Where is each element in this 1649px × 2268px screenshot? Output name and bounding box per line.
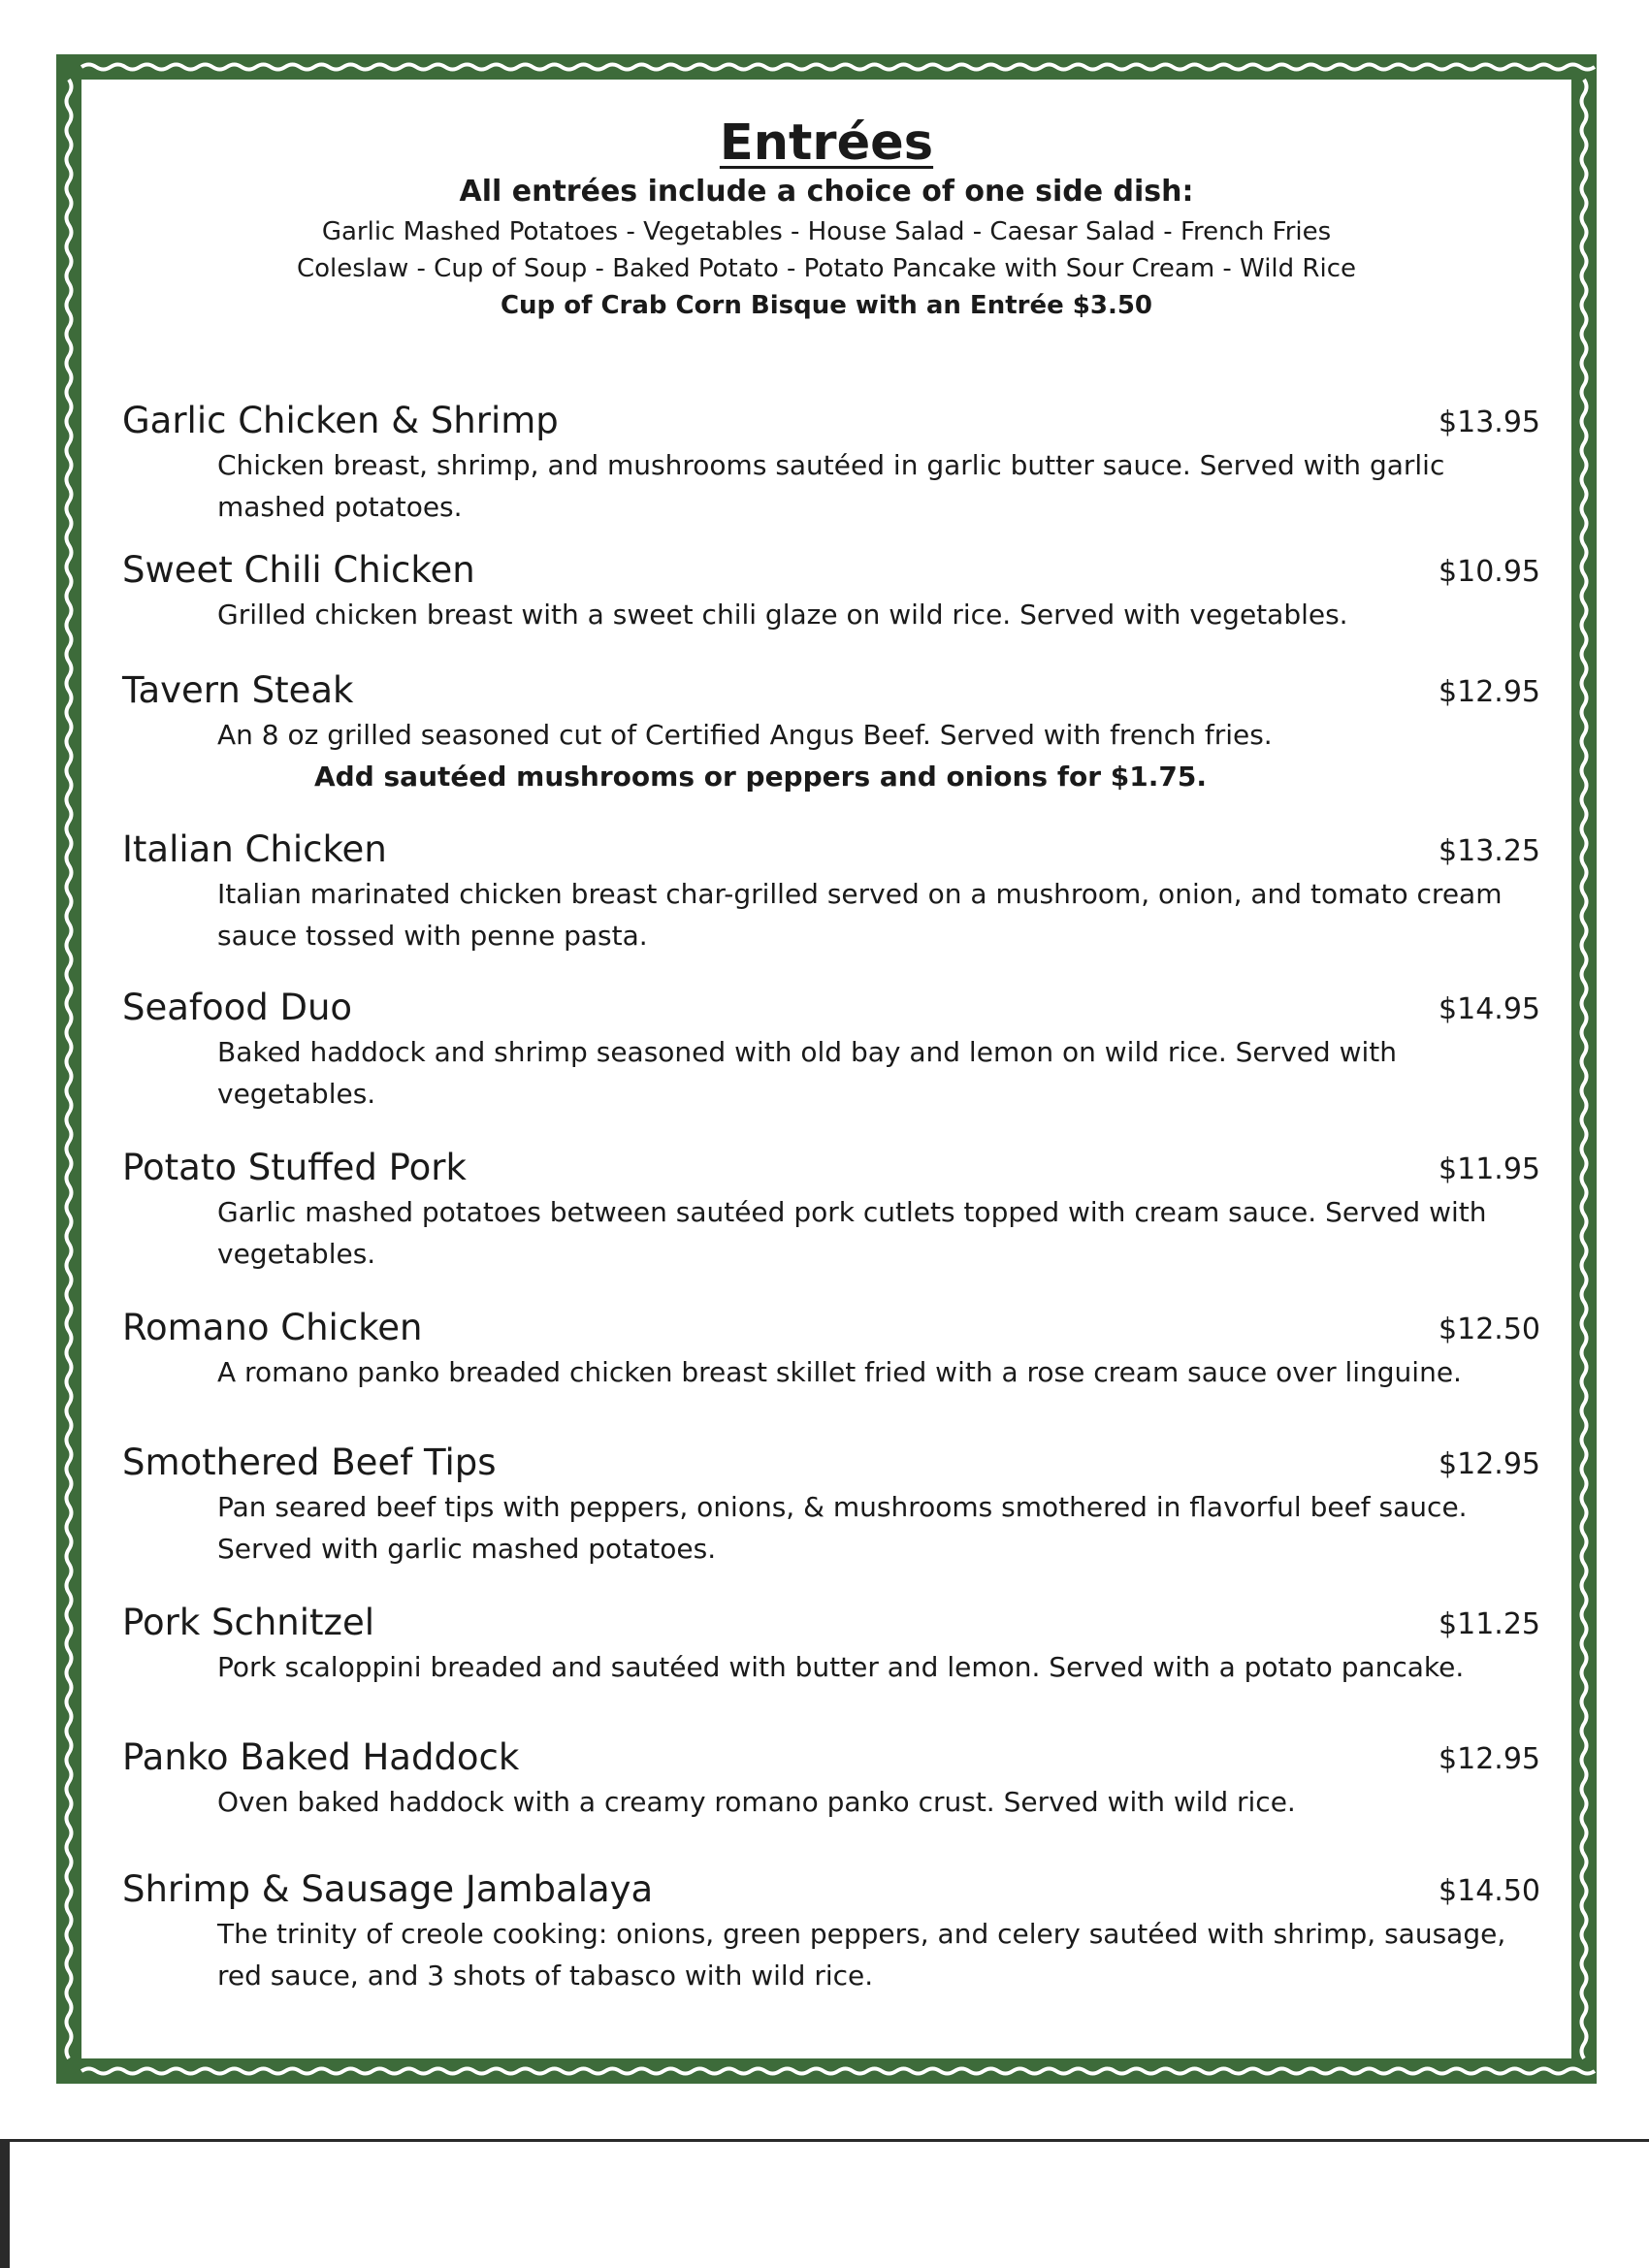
item-name: Garlic Chicken & Shrimp	[122, 400, 559, 441]
item-price: $14.50	[1439, 1874, 1540, 1908]
item-price: $12.95	[1439, 1447, 1540, 1481]
item-price: $12.50	[1439, 1312, 1540, 1346]
item-price: $13.95	[1439, 405, 1540, 439]
menu-item-seafood-duo	[122, 987, 1540, 1115]
item-price: $14.95	[1439, 992, 1540, 1026]
side-dish-heading: All entrées include a choice of one side dish:	[459, 175, 1194, 209]
item-description: Grilled chicken breast with a sweet chili glaze on wild rice. Served with vegetables.	[217, 599, 1348, 631]
menu-item-smothered-beef-tips	[122, 1442, 1540, 1570]
item-name: Shrimp & Sausage Jambalaya	[122, 1868, 654, 1910]
bisque-addon-note: Cup of Crab Corn Bisque with an Entrée $3.50	[500, 291, 1153, 320]
menu-item-romano-chicken	[122, 1307, 1540, 1393]
item-price: $12.95	[1439, 675, 1540, 709]
menu-item-garlic-chicken-shrimp	[122, 400, 1540, 528]
item-description: Garlic mashed potatoes between sautéed pork cutlets topped with cream sauce. Served with vegetables.	[217, 1196, 1487, 1270]
item-price: $11.25	[1439, 1607, 1540, 1641]
item-price: $11.95	[1439, 1152, 1540, 1186]
item-name: Pork Schnitzel	[122, 1602, 375, 1643]
item-price: $10.95	[1439, 555, 1540, 589]
menu-item-pork-schnitzel	[122, 1602, 1540, 1688]
page-title: Entrées	[719, 114, 934, 172]
scan-bottom-edge-line	[0, 2139, 1649, 2142]
scan-left-edge-shadow	[0, 2139, 10, 2268]
item-description: Pork scaloppini breaded and sautéed with butter and lemon. Served with a potato pancake.	[217, 1651, 1465, 1683]
item-addon-note: Add sautéed mushrooms or peppers and onions for $1.75.	[314, 761, 1208, 793]
menu-item-potato-stuffed-pork	[122, 1147, 1540, 1275]
item-description: The trinity of creole cooking: onions, green peppers, and celery sautéed with shrimp, sausage, red sauce, and 3 shots of tabasco with wild rice.	[217, 1918, 1506, 1992]
menu-item-sweet-chili-chicken	[122, 549, 1540, 635]
item-name: Panko Baked Haddock	[122, 1736, 520, 1778]
side-dish-list-line-2: Coleslaw - Cup of Soup - Baked Potato - Potato Pancake with Sour Cream - Wild Rice	[297, 254, 1356, 283]
item-price: $12.95	[1439, 1742, 1540, 1776]
item-description: Chicken breast, shrimp, and mushrooms sautéed in garlic butter sauce. Served with garlic mashed potatoes.	[217, 449, 1445, 523]
menu-item-italian-chicken	[122, 828, 1540, 956]
menu-item-tavern-steak	[122, 669, 1540, 797]
item-description: An 8 oz grilled seasoned cut of Certified Angus Beef. Served with french fries.	[217, 719, 1273, 751]
item-name: Potato Stuffed Pork	[122, 1147, 467, 1188]
item-name: Seafood Duo	[122, 987, 353, 1028]
item-name: Tavern Steak	[122, 669, 354, 711]
item-description: Italian marinated chicken breast char-grilled served on a mushroom, onion, and tomato cream sauce tossed with penne pasta.	[217, 878, 1503, 952]
item-description: Baked haddock and shrimp seasoned with old bay and lemon on wild rice. Served with vegetables.	[217, 1036, 1398, 1110]
item-price: $13.25	[1439, 834, 1540, 868]
side-dish-list-line-1: Garlic Mashed Potatoes - Vegetables - House Salad - Caesar Salad - French Fries	[321, 217, 1332, 246]
item-name: Romano Chicken	[122, 1307, 423, 1348]
menu-page	[56, 54, 1597, 2084]
menu-item-shrimp-sausage-jambalaya	[122, 1868, 1540, 1996]
item-name: Sweet Chili Chicken	[122, 549, 475, 591]
item-name: Smothered Beef Tips	[122, 1442, 497, 1483]
item-name: Italian Chicken	[122, 828, 387, 870]
item-description: Oven baked haddock with a creamy romano panko crust. Served with wild rice.	[217, 1786, 1296, 1818]
item-description: Pan seared beef tips with peppers, onions, & mushrooms smothered in flavorful beef sauce. Served with garlic mashed potatoes.	[217, 1491, 1468, 1565]
item-description: A romano panko breaded chicken breast skillet fried with a rose cream sauce over linguine.	[217, 1356, 1462, 1388]
menu-item-panko-baked-haddock	[122, 1736, 1540, 1823]
